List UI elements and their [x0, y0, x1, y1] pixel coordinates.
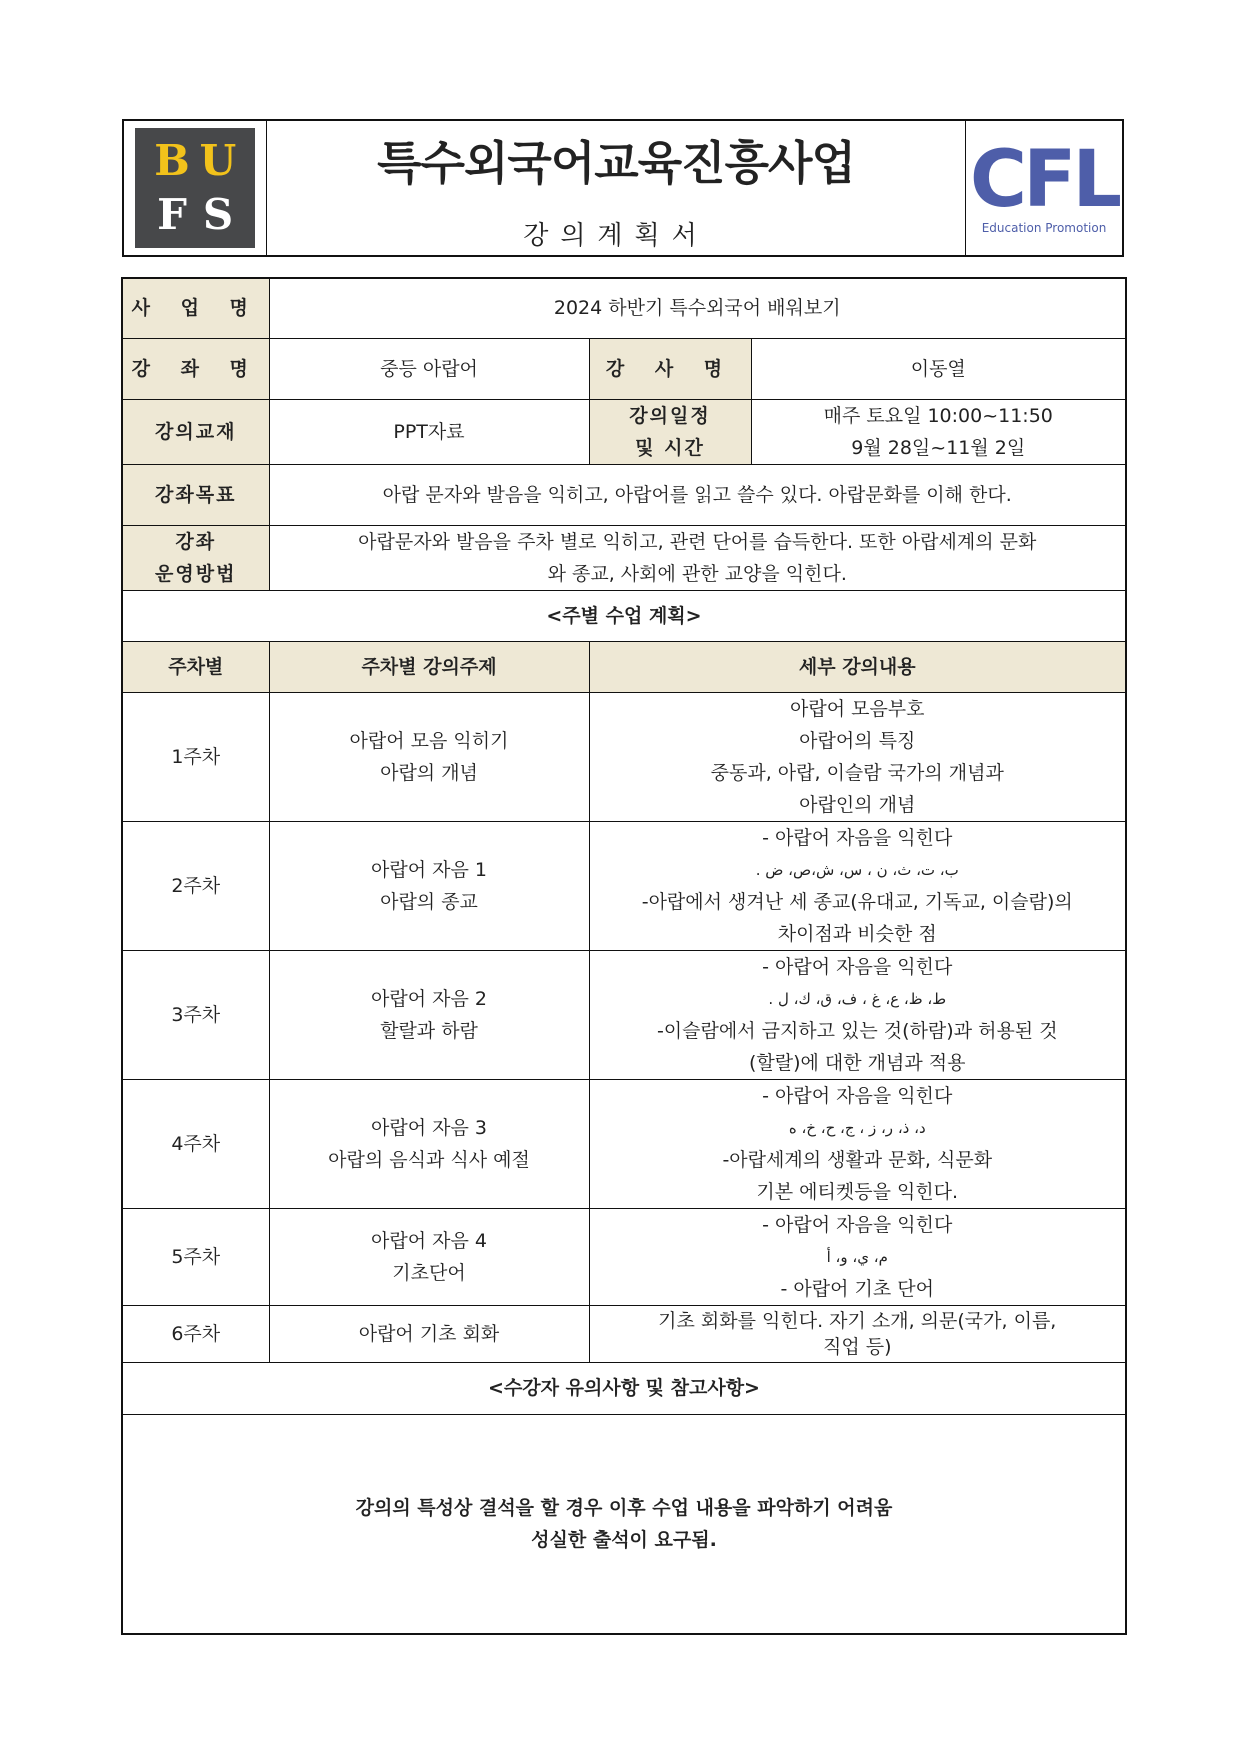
topic-line: 아랍의 개념 [380, 761, 478, 784]
bufs-logo-letter: S [202, 190, 234, 239]
cfl-logo-cell [965, 121, 1122, 255]
instructor-label: 강 사 명 [589, 338, 751, 399]
table-row [122, 821, 1126, 950]
method-label-line: 운영방법 [155, 562, 237, 585]
detail-line: -이슬람에서 금지하고 있는 것(하람)과 허용된 것 [656, 1019, 1058, 1042]
schedule-label-line: 강의일정 [629, 404, 711, 427]
week-cell: 4주차 [122, 1079, 269, 1208]
header-title-cell [267, 121, 965, 255]
method-value-line: 아랍문자와 발음을 주차 별로 익히고, 관련 단어를 습득한다. 또한 아랍세계의 문화 [358, 530, 1037, 553]
notes-cell [122, 1414, 1126, 1634]
document-subtitle: 강의계획서 [523, 220, 709, 251]
bufs-logo [135, 128, 255, 248]
col-header-topic: 주차별 강의주제 [269, 641, 589, 692]
detail-line: 직업 등) [822, 1335, 892, 1358]
detail-line: (할랄)에 대한 개념과 적용 [749, 1051, 966, 1074]
notes-line: 강의의 특성상 결석을 할 경우 이후 수업 내용을 파악하기 어려움 [355, 1496, 893, 1519]
goal-row [122, 464, 1126, 525]
detail-cell [589, 1208, 1126, 1305]
schedule-value-line: 9월 28일~11월 2일 [851, 436, 1026, 459]
detail-cell [589, 1305, 1126, 1362]
detail-line: -아랍세계의 생활과 문화, 식문화 [722, 1148, 993, 1171]
detail-cell [589, 692, 1126, 821]
detail-cell [589, 950, 1126, 1079]
detail-line: - 아랍어 자음을 익힌다 [762, 955, 953, 978]
method-row [122, 525, 1126, 590]
detail-line: - 아랍어 자음을 익힌다 [762, 1213, 953, 1236]
topic-cell [269, 692, 589, 821]
detail-line: 아랍인의 개념 [799, 793, 916, 816]
method-value [269, 525, 1126, 590]
weekly-header-row [122, 641, 1126, 692]
table-row [122, 1079, 1126, 1208]
topic-line: 아랍어 모음 익히기 [349, 729, 509, 752]
col-header-week: 주차별 [122, 641, 269, 692]
week-cell: 2주차 [122, 821, 269, 950]
material-row [122, 399, 1126, 464]
method-label-line: 강좌 [175, 530, 217, 553]
goal-value: 아랍 문자와 발음을 익히고, 아랍어를 읽고 쓸수 있다. 아랍문화를 이해 한다. [269, 464, 1126, 525]
weekly-plan-title: <주별 수업 계획> [122, 590, 1126, 641]
bufs-logo-letter: B [154, 136, 190, 185]
detail-line: 아랍어의 특징 [799, 729, 916, 752]
detail-line-arabic: ب، ت، ث، ن ، س، ش،ص، ض . [755, 860, 959, 879]
detail-line: - 아랍어 기초 단어 [780, 1277, 934, 1300]
topic-line: 아랍어 자음 1 [371, 858, 487, 881]
table-row [122, 950, 1126, 1079]
notes-row [122, 1414, 1126, 1634]
detail-line-arabic: ط، ظ، ع، غ ، ف، ق، ك، ل . [768, 989, 947, 1008]
topic-line: 아랍어 자음 2 [371, 987, 487, 1010]
topic-line: 아랍어 기초 회화 [358, 1322, 500, 1345]
cfl-logo-caption: Education Promotion [981, 221, 1107, 235]
week-cell: 1주차 [122, 692, 269, 821]
detail-cell [589, 821, 1126, 950]
bufs-logo-letter: U [199, 136, 237, 185]
table-row [122, 1208, 1126, 1305]
week-cell: 3주차 [122, 950, 269, 1079]
goal-label: 강좌목표 [122, 464, 269, 525]
detail-line-arabic: د، ذ، ر، ز ، ج، ح، خ، ه [788, 1118, 926, 1137]
schedule-label-line: 및 시간 [635, 436, 705, 459]
document-title: 특수외국어교육진흥사업 [377, 135, 855, 190]
notes-section-row [122, 1362, 1126, 1414]
course-label: 강 좌 명 [122, 338, 269, 399]
detail-line: - 아랍어 자음을 익힌다 [762, 1084, 953, 1107]
document-header [122, 119, 1124, 257]
notes-title: <수강자 유의사항 및 참고사항> [122, 1362, 1126, 1414]
detail-line: 기초 회화를 익힌다. 자기 소개, 의문(국가, 이름, [658, 1309, 1057, 1332]
topic-line: 아랍의 종교 [380, 890, 478, 913]
topic-line: 기초단어 [392, 1261, 466, 1284]
project-value: 2024 하반기 특수외국어 배워보기 [269, 278, 1126, 338]
topic-cell [269, 1208, 589, 1305]
topic-line: 할랄과 하람 [380, 1019, 478, 1042]
material-label: 강의교재 [122, 399, 269, 464]
detail-line: -아랍에서 생겨난 세 종교(유대교, 기독교, 이슬람)의 [641, 890, 1073, 913]
instructor-value: 이동열 [751, 338, 1126, 399]
schedule-value [751, 399, 1126, 464]
detail-line: 중동과, 아랍, 이슬람 국가의 개념과 [710, 761, 1004, 784]
detail-cell [589, 1079, 1126, 1208]
notes-line: 성실한 출석이 요구됨. [531, 1528, 717, 1551]
project-label: 사 업 명 [122, 278, 269, 338]
method-value-line: 와 종교, 사회에 관한 교양을 익힌다. [547, 562, 847, 585]
topic-line: 아랍의 음식과 식사 예절 [328, 1148, 530, 1171]
table-row [122, 1305, 1126, 1362]
week-cell: 5주차 [122, 1208, 269, 1305]
topic-cell [269, 1079, 589, 1208]
project-row [122, 278, 1126, 338]
detail-line: 기본 에티켓등을 익힌다. [756, 1180, 959, 1203]
detail-line: 아랍어 모음부호 [789, 697, 925, 720]
course-row [122, 338, 1126, 399]
bufs-logo-cell [124, 121, 267, 255]
bufs-logo-letter: F [157, 190, 187, 239]
cfl-logo: CFL [969, 135, 1119, 225]
detail-line: 차이점과 비슷한 점 [777, 922, 937, 945]
topic-cell [269, 1305, 589, 1362]
table-row [122, 692, 1126, 821]
col-header-detail: 세부 강의내용 [589, 641, 1126, 692]
topic-cell [269, 950, 589, 1079]
schedule-label [589, 399, 751, 464]
detail-line-arabic: م، ي، و، أ [826, 1247, 888, 1266]
week-cell: 6주차 [122, 1305, 269, 1362]
material-value: PPT자료 [269, 399, 589, 464]
weekly-section-row [122, 590, 1126, 641]
course-value: 중등 아랍어 [269, 338, 589, 399]
schedule-value-line: 매주 토요일 10:00~11:50 [823, 404, 1053, 427]
topic-line: 아랍어 자음 3 [371, 1116, 487, 1139]
topic-cell [269, 821, 589, 950]
detail-line: - 아랍어 자음을 익힌다 [762, 826, 953, 849]
topic-line: 아랍어 자음 4 [371, 1229, 487, 1252]
syllabus-table [121, 277, 1127, 1635]
method-label [122, 525, 269, 590]
